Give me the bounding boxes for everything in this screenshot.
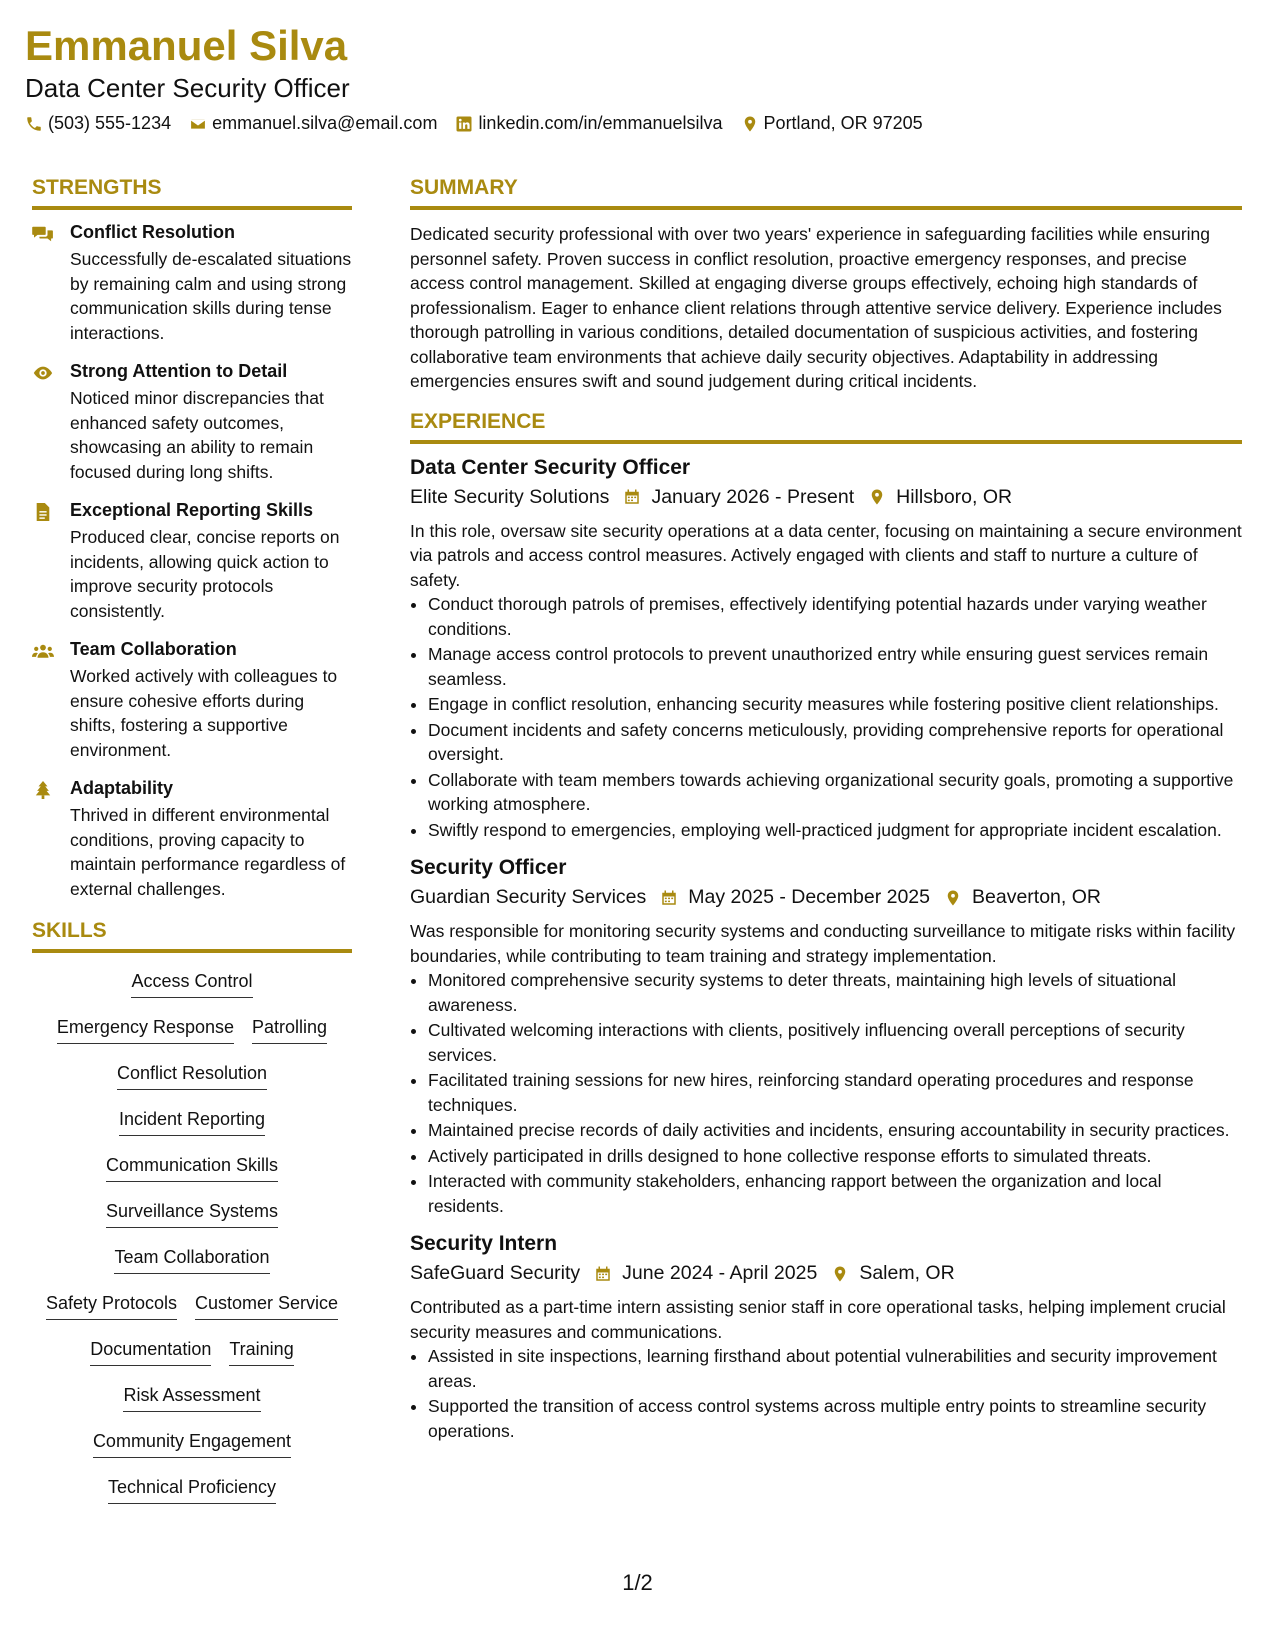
strength-description: Successfully de-escalated situations by remaining calm and using strong communication skills during tense interactions.	[70, 249, 352, 343]
summary-heading: SUMMARY	[410, 176, 1242, 210]
experience-heading: EXPERIENCE	[410, 410, 1242, 444]
job-bullet: • Supported the transition of access control systems across multiple entry points to streamline security operations.	[428, 1394, 1242, 1443]
skills-row	[32, 1103, 352, 1149]
strength-title: Team Collaboration	[70, 639, 237, 659]
job-company: Elite Security Solutions	[410, 485, 610, 508]
email-icon	[189, 115, 207, 133]
skill-tag: Incident Reporting	[119, 1103, 265, 1136]
strength-item	[32, 361, 352, 484]
job-company: Guardian Security Services	[410, 886, 647, 908]
job-title: Security Intern	[410, 1232, 558, 1255]
job-bullet: • Monitored comprehensive security systems to deter threats, maintaining high levels of situational awareness.	[428, 968, 1242, 1017]
skills-row	[32, 1149, 352, 1195]
left-column	[32, 176, 352, 1517]
strength-item	[32, 500, 352, 623]
strength-description: Produced clear, concise reports on incidents, allowing quick action to improve security protocols consistently.	[70, 527, 340, 621]
skill-tag: Surveillance Systems	[106, 1195, 278, 1228]
strength-item	[32, 222, 352, 345]
tree-icon	[32, 781, 54, 799]
contact-linkedin[interactable]	[455, 113, 722, 134]
location-pin-icon	[868, 488, 886, 506]
skill-tag: Conflict Resolution	[117, 1057, 267, 1090]
skills-heading: SKILLS	[32, 919, 352, 953]
calendar-icon	[660, 889, 678, 907]
skill-tag: Access Control	[131, 965, 252, 998]
job-bullet: • Cultivated welcoming interactions with clients, positively influencing overall perceptions of security services.	[428, 1018, 1242, 1067]
eye-icon	[32, 364, 54, 382]
location-pin-icon	[741, 115, 759, 133]
job-meta	[410, 1262, 1242, 1285]
strength-description: Thrived in different environmental conditions, proving capacity to maintain performance regardless of external challenges.	[70, 805, 346, 899]
job-title: Data Center Security Officer	[410, 455, 691, 479]
skill-tag: Emergency Response	[57, 1011, 234, 1044]
calendar-icon	[623, 488, 641, 506]
candidate-name: Emmanuel Silva	[25, 22, 348, 69]
job-dates: May 2025 - December 2025	[688, 886, 930, 908]
strength-title: Strong Attention to Detail	[70, 361, 288, 381]
job-bullet: • Interacted with community stakeholders, enhancing rapport between the organization and local residents.	[428, 1169, 1242, 1218]
skill-tag: Risk Assessment	[123, 1379, 260, 1412]
contact-phone[interactable]	[25, 113, 171, 134]
job-dates: June 2024 - April 2025	[622, 1262, 818, 1284]
job-bullet: • Swiftly respond to emergencies, employing well-practiced judgment for appropriate incident escalation.	[428, 818, 1242, 843]
skill-tag: Documentation	[90, 1333, 211, 1366]
job-title: Security Officer	[410, 856, 567, 879]
skills-row	[32, 1195, 352, 1241]
strength-item	[32, 639, 352, 762]
candidate-headline: Data Center Security Officer	[25, 73, 350, 103]
job-bullet: • Manage access control protocols to prevent unauthorized entry while ensuring guest services remain seamless.	[428, 642, 1242, 691]
skill-tag: Community Engagement	[93, 1425, 291, 1458]
skills-list	[32, 965, 352, 1517]
job-entry	[410, 856, 1242, 1218]
right-column	[410, 176, 1242, 1457]
page-number: 1/2	[622, 1570, 653, 1595]
contact-location-text: Portland, OR 97205	[763, 113, 923, 133]
job-bullet: • Engage in conflict resolution, enhancing security measures while fostering positive client relationships.	[428, 692, 1242, 717]
job-bullets	[410, 968, 1242, 1218]
job-description: Was responsible for monitoring security systems and conducting surveillance to mitigate risks within facility boundaries, while contributing to team training and strategy implementation.	[410, 921, 1236, 966]
skills-row	[32, 1011, 352, 1057]
contact-bar	[25, 113, 941, 134]
contact-linkedin-text: linkedin.com/in/emmanuelsilva	[478, 113, 723, 133]
job-entry	[410, 456, 1242, 843]
job-company: SafeGuard Security	[410, 1262, 581, 1284]
job-description: In this role, oversaw site security operations at a data center, focusing on maintaining a secure environment via patrols and access control measures. Actively engaged with clients and staff to nurture a culture of safety.	[410, 520, 1242, 590]
strength-title: Exceptional Reporting Skills	[70, 500, 314, 520]
summary-text: Dedicated security professional with over two years' experience in safeguarding facilities while ensuring personnel safety. Proven success in conflict resolution, proactive emergency responses, and precise access control management. Skilled at engaging diverse groups effectively, echoing high standards of professionalism. Eager to enhance client relations through attentive service delivery. Experience includes thorough patrolling in various conditions, detailed documentation of suspicious activities, and fostering collaborative team environments that achieve daily security objectives. Adaptability in addressing emergencies ensures swift and sound judgement during critical incidents.	[410, 224, 1222, 391]
skills-row	[32, 1241, 352, 1287]
skills-row	[32, 1379, 352, 1425]
job-bullet: • Assisted in site inspections, learning firsthand about potential vulnerabilities and security improvement areas.	[428, 1344, 1242, 1393]
users-icon	[32, 642, 54, 660]
job-location: Salem, OR	[859, 1262, 955, 1284]
job-description: Contributed as a part-time intern assisting senior staff in core operational tasks, helping implement crucial security measures and communications.	[410, 1297, 1226, 1342]
location-pin-icon	[831, 1265, 849, 1283]
job-dates: January 2026 - Present	[651, 485, 855, 508]
skill-tag: Patrolling	[252, 1011, 327, 1044]
skill-tag: Technical Proficiency	[108, 1471, 276, 1504]
linkedin-icon	[455, 115, 473, 133]
job-entry	[410, 1232, 1242, 1443]
job-bullet: • Conduct thorough patrols of premises, effectively identifying potential hazards under varying weather conditions.	[428, 592, 1242, 641]
job-bullet: • Maintained precise records of daily activities and incidents, ensuring accountability in security practices.	[428, 1118, 1242, 1143]
skill-tag: Communication Skills	[106, 1149, 278, 1182]
job-bullets	[410, 592, 1242, 842]
skills-row	[32, 1471, 352, 1517]
strengths-heading: STRENGTHS	[32, 176, 352, 210]
job-bullet: • Facilitated training sessions for new hires, reinforcing standard operating procedures and response techniques.	[428, 1068, 1242, 1117]
strength-description: Noticed minor discrepancies that enhanced safety outcomes, showcasing an ability to remain focused during long shifts.	[70, 388, 324, 482]
skill-tag: Safety Protocols	[46, 1287, 177, 1320]
contact-email-text: emmanuel.silva@email.com	[212, 113, 438, 133]
contact-location	[741, 113, 923, 134]
job-bullet: • Document incidents and safety concerns meticulously, providing comprehensive reports for operational oversight.	[428, 718, 1242, 767]
location-pin-icon	[944, 889, 962, 907]
skill-tag: Training	[229, 1333, 293, 1366]
job-location: Hillsboro, OR	[896, 485, 1013, 508]
calendar-icon	[594, 1265, 612, 1283]
job-bullet: • Actively participated in drills designed to hone collective response efforts to simulated threats.	[428, 1144, 1242, 1169]
contact-phone-text: (503) 555-1234	[48, 113, 172, 133]
strength-title: Adaptability	[70, 778, 174, 798]
job-bullet: • Collaborate with team members towards achieving organizational security goals, promoting a supportive working atmosphere.	[428, 768, 1242, 817]
strength-item	[32, 778, 352, 901]
skills-row	[32, 1057, 352, 1103]
job-bullets	[410, 1344, 1242, 1443]
skill-tag: Team Collaboration	[114, 1241, 269, 1274]
contact-email[interactable]	[189, 113, 437, 134]
document-icon	[32, 503, 54, 521]
skills-row	[32, 1425, 352, 1471]
skills-row	[32, 965, 352, 1011]
chat-bubbles-icon	[32, 225, 54, 243]
skills-row	[32, 1287, 352, 1333]
strength-description: Worked actively with colleagues to ensure cohesive efforts during shifts, fostering a supportive environment.	[70, 666, 338, 760]
job-location: Beaverton, OR	[972, 886, 1101, 908]
strength-title: Conflict Resolution	[70, 222, 235, 242]
skill-tag: Customer Service	[195, 1287, 338, 1320]
experience-list	[410, 456, 1242, 1444]
job-meta	[410, 886, 1242, 909]
phone-icon	[25, 115, 43, 133]
job-meta	[410, 486, 1242, 509]
skills-row	[32, 1333, 352, 1379]
